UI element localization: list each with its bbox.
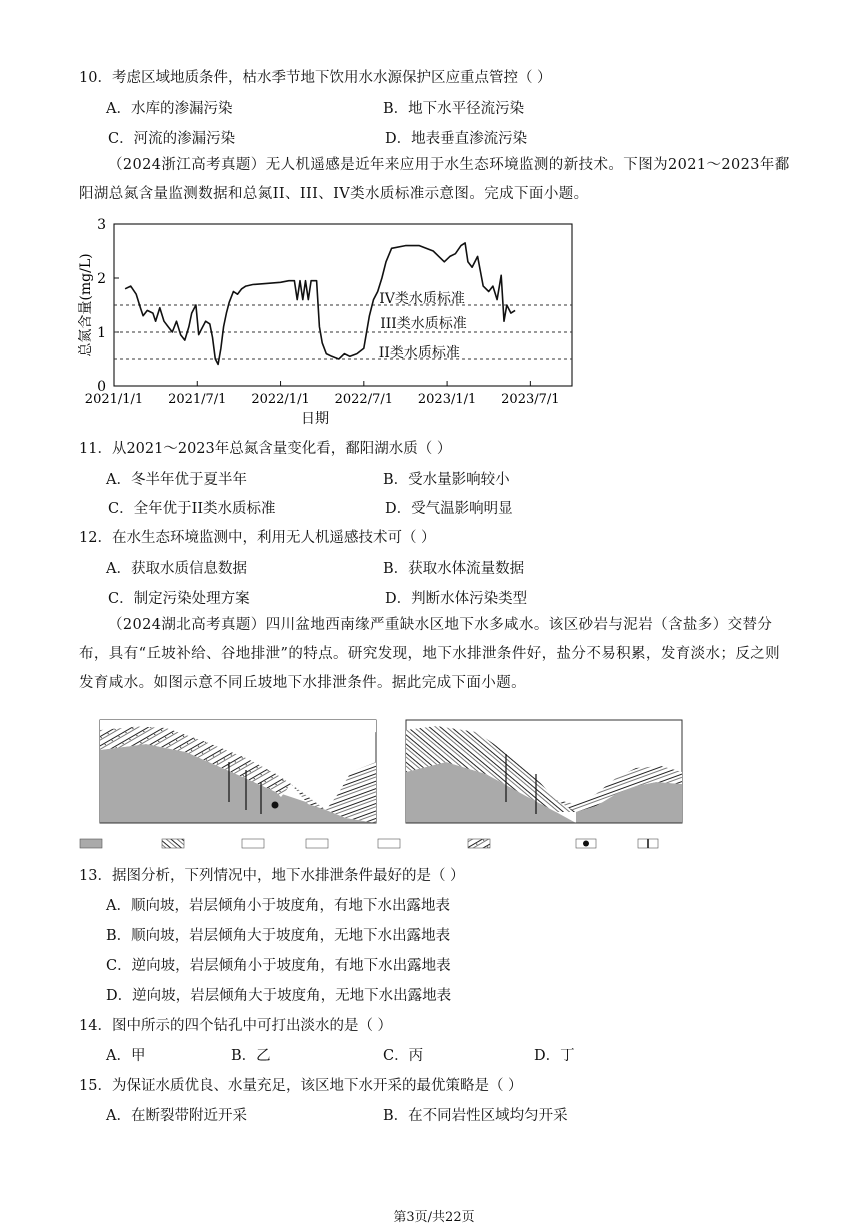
q13-option-b: B．顺向坡，岩层倾角大于坡度角，无地下水出露地表 bbox=[106, 928, 451, 944]
left-profile-panel bbox=[100, 720, 376, 823]
figure-legend-row bbox=[80, 839, 658, 848]
q10-option-d: D．地表垂直渗流污染 bbox=[385, 131, 528, 147]
y-tick-label: 3 bbox=[97, 217, 106, 233]
q14-option-b: B．乙 bbox=[231, 1048, 271, 1064]
q10-option-a: A．水库的渗漏污染 bbox=[106, 101, 233, 117]
standard-label: IV类水质标准 bbox=[379, 291, 465, 307]
intro-paragraph-1: （2024浙江高考真题）无人机遥感是近年来应用于水生态环境监测的新技术。下图为2021～2023年鄱阳湖总氮含量监测数据和总氮II、III、IV类水质标准示意图。完成下面小题。 bbox=[79, 157, 790, 202]
x-tick-label: 2022/1/1 bbox=[251, 392, 310, 407]
q12-option-d: D．判断水体污染类型 bbox=[385, 591, 528, 607]
q12-stem: 12．在水生态环境监测中，利用无人机遥感技术可（ ） bbox=[79, 530, 436, 546]
x-tick-label: 2021/1/1 bbox=[84, 392, 144, 407]
q12-option-c: C．制定污染处理方案 bbox=[108, 591, 250, 607]
q15-option-a: A．在断裂带附近开采 bbox=[106, 1108, 247, 1124]
y-tick-label: 2 bbox=[97, 271, 106, 287]
q10-option-b: B．地下水平径流污染 bbox=[383, 101, 525, 117]
q11-option-c: C．全年优于II类水质标准 bbox=[108, 501, 276, 517]
q13-option-c: C．逆向坡，岩层倾角小于坡度角，有地下水出露地表 bbox=[106, 958, 451, 974]
y-tick-label: 1 bbox=[97, 325, 106, 341]
x-tick-label: 2022/7/1 bbox=[334, 392, 394, 407]
q14-stem: 14．图中所示的四个钻孔中可打出淡水的是（ ） bbox=[79, 1018, 393, 1034]
q15-stem: 15．为保证水质优良、水量充足，该区地下水开采的最优策略是（ ） bbox=[79, 1078, 523, 1094]
q11-option-b: B．受水量影响较小 bbox=[383, 472, 510, 488]
q11-option-d: D．受气温影响明显 bbox=[385, 501, 513, 517]
q14-option-a: A．甲 bbox=[106, 1048, 146, 1064]
q12-option-a: A．获取水质信息数据 bbox=[106, 561, 247, 577]
standard-label: II类水质标准 bbox=[378, 345, 460, 361]
standard-label: III类水质标准 bbox=[380, 316, 467, 332]
x-tick-label: 2023/1/1 bbox=[417, 392, 477, 407]
q13-option-d: D．逆向坡，岩层倾角大于坡度角，无地下水出露地表 bbox=[106, 988, 452, 1004]
y-axis-label: 总氮含量(mg/L) bbox=[78, 253, 94, 357]
y-tick-label: 0 bbox=[97, 379, 106, 395]
page-footer: 第3页/共22页 bbox=[393, 1210, 475, 1225]
q11-option-a: A．冬半年优于夏半年 bbox=[106, 472, 247, 488]
q14-option-c: C．丙 bbox=[383, 1048, 424, 1064]
q12-option-b: B．获取水体流量数据 bbox=[383, 561, 525, 577]
q10-stem: 10．考虑区域地质条件，枯水季节地下饮用水水源保护区应重点管控（ ） bbox=[79, 70, 552, 86]
q13-stem: 13．据图分析，下列情况中，地下水排泄条件最好的是（ ） bbox=[79, 868, 465, 884]
right-profile-panel bbox=[406, 720, 682, 823]
nitrogen-chart bbox=[78, 214, 598, 426]
intro-paragraph-2: （2024湖北高考真题）四川盆地西南缘严重缺水区地下水多咸水。该区砂岩与泥岩（含盐多）交替分布，具有“丘坡补给、谷地排泄”的特点。研究发现，地下水排泄条件好，盐分不易积累，发育淡水；反之则发育咸水。如图示意不同丘坡地下水排泄条件。据此完成下面小题。 bbox=[79, 617, 781, 691]
q15-option-b: B．在不同岩性区域均匀开采 bbox=[383, 1108, 568, 1124]
q10-option-c: C．河流的渗漏污染 bbox=[108, 131, 236, 147]
q13-option-a: A．顺向坡，岩层倾角小于坡度角，有地下水出露地表 bbox=[106, 898, 450, 914]
hillslope-geology-figure bbox=[76, 702, 688, 854]
x-axis-label: 日期 bbox=[301, 411, 329, 426]
x-tick-label: 2021/7/1 bbox=[168, 392, 227, 407]
q14-option-d: D．丁 bbox=[534, 1048, 575, 1064]
q11-stem: 11．从2021～2023年总氮含量变化看，鄱阳湖水质（ ） bbox=[79, 441, 452, 457]
x-tick-label: 2023/7/1 bbox=[501, 392, 560, 407]
